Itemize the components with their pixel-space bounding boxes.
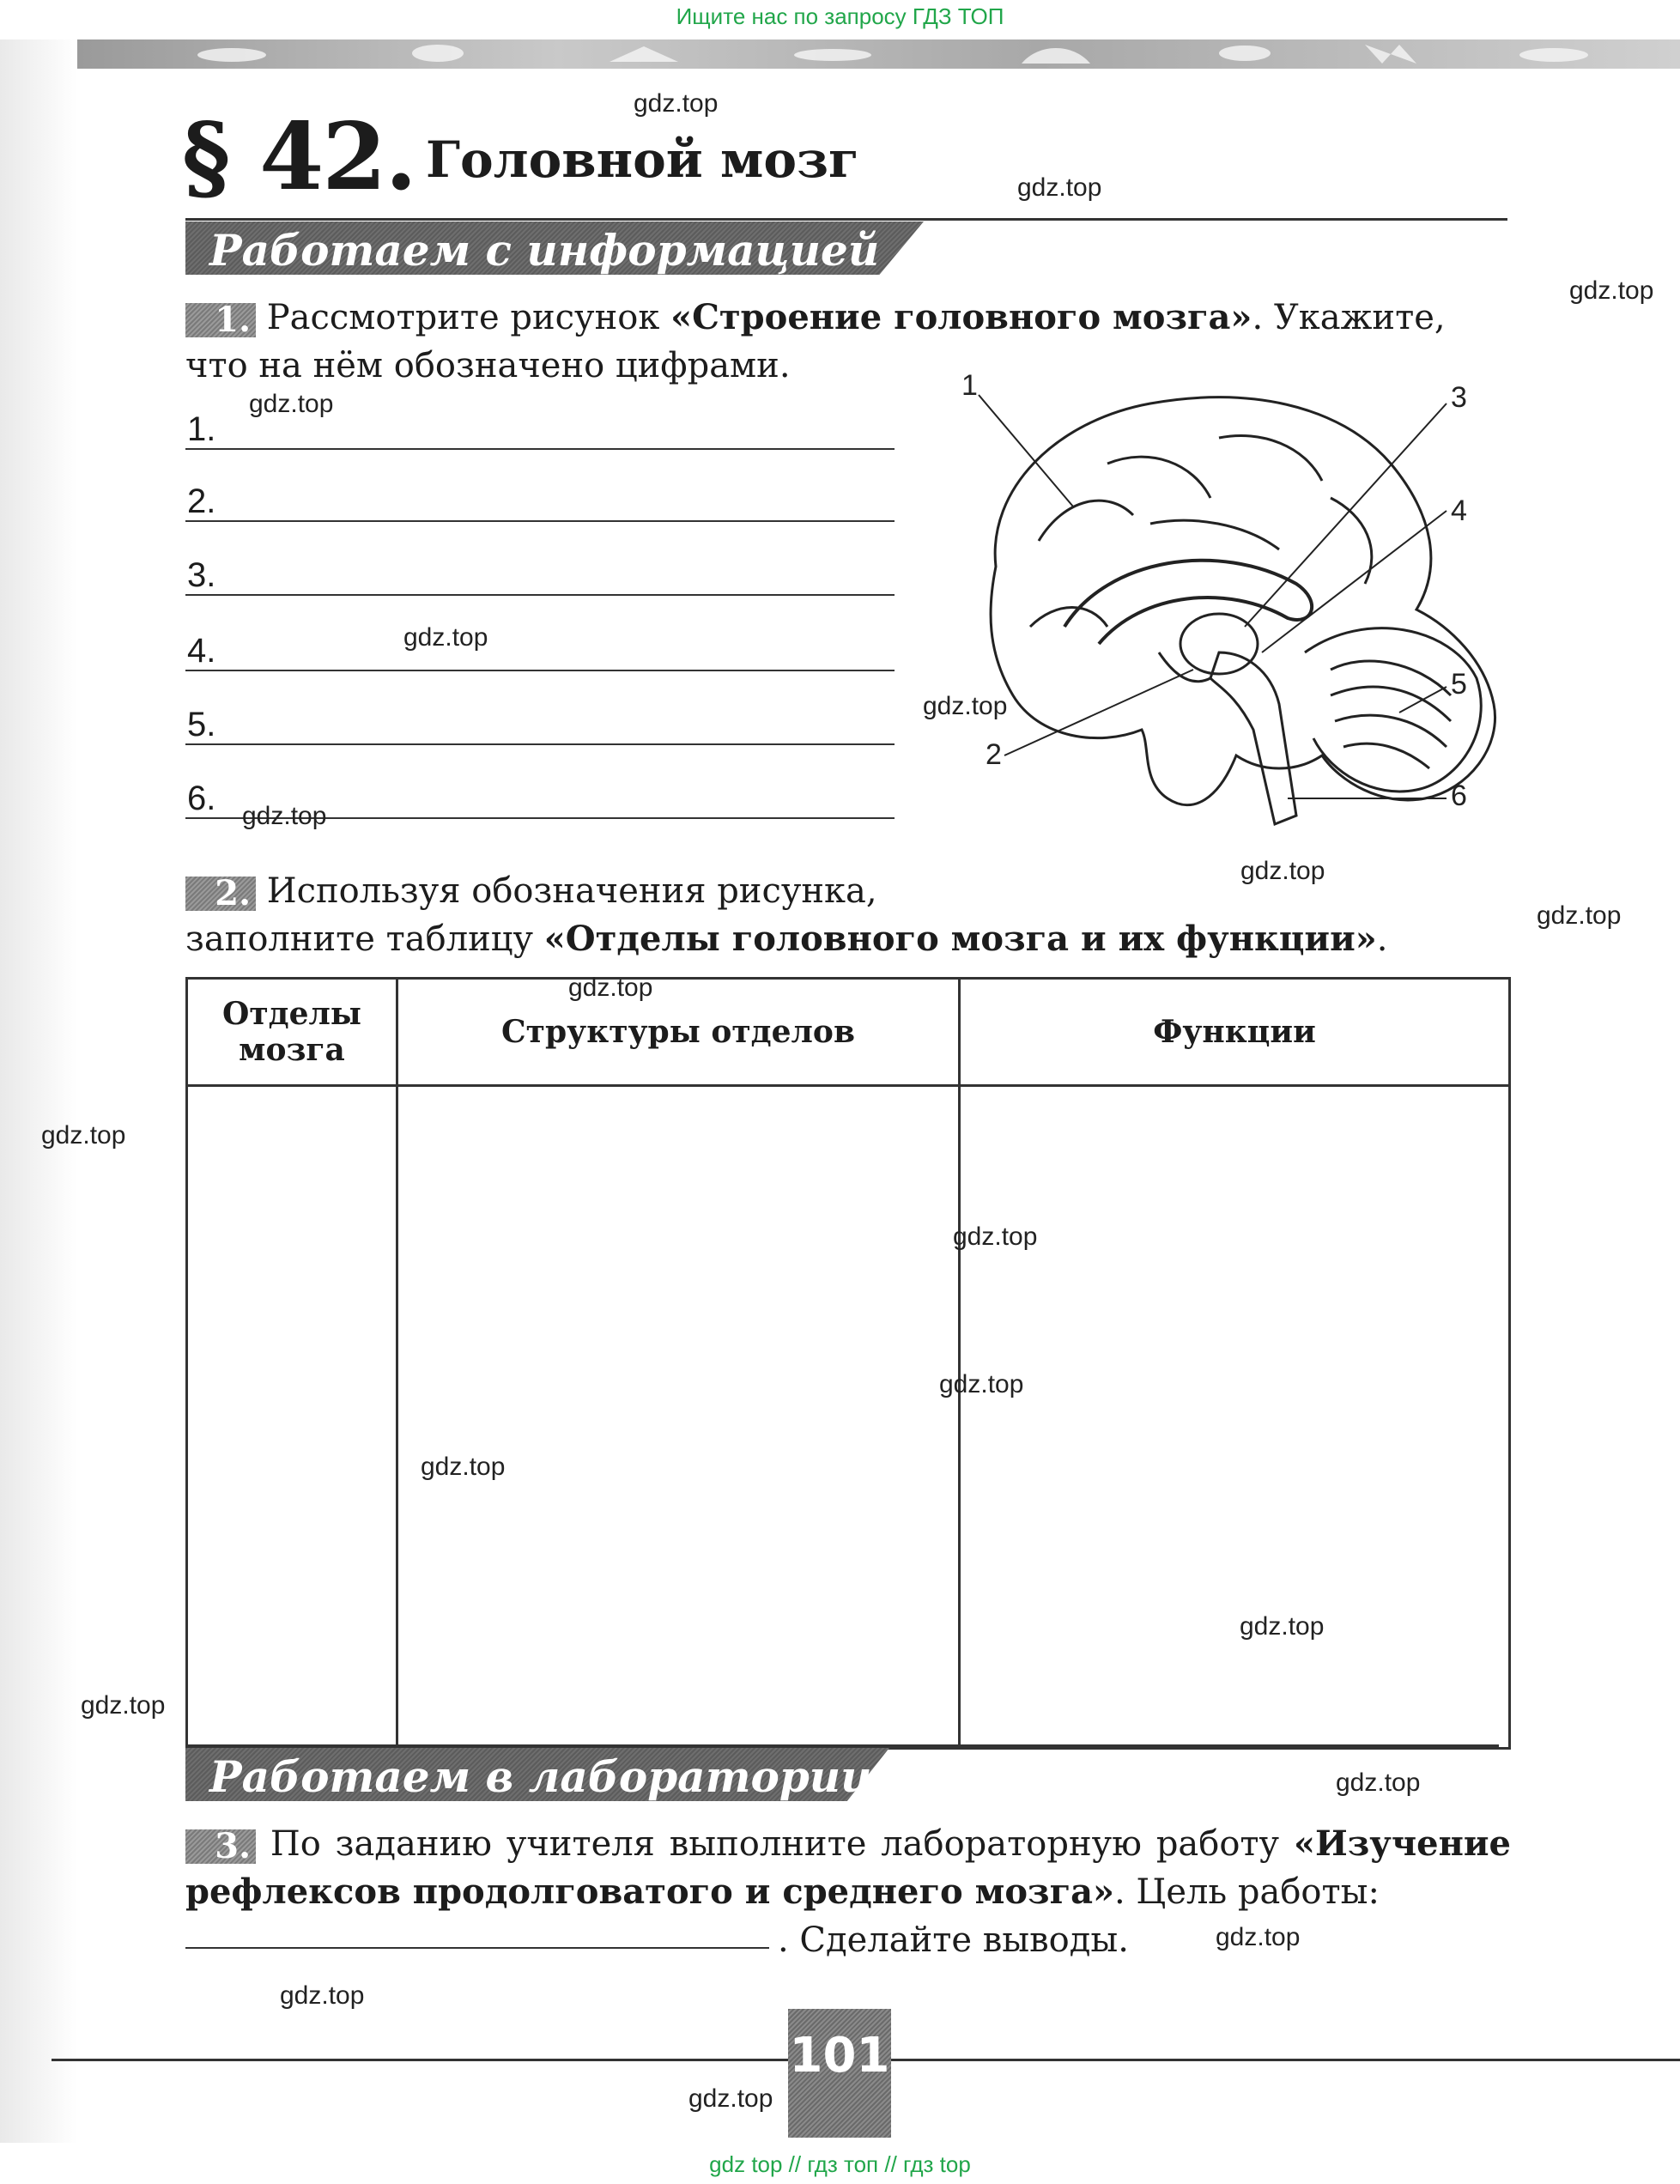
section-banner-laboratory: [185, 1748, 889, 1801]
page-number: 101: [789, 2028, 890, 2084]
task-text: заполните таблицу: [185, 919, 544, 959]
answer-line-2[interactable]: [185, 520, 895, 522]
task-text: Используя обозначения рисунка,: [266, 871, 877, 911]
brain-structure-figure: [936, 369, 1537, 884]
section-banner-information: [185, 221, 924, 275]
task-lab-title: «Изучение рефлексов продолговатого и среднего мозга»: [185, 1823, 1511, 1912]
watermark: gdz.top: [242, 802, 327, 830]
paragraph-number: § 42.: [182, 103, 415, 211]
watermark: gdz.top: [1537, 901, 1622, 930]
task-number-badge: 2.: [185, 877, 256, 911]
paragraph-title: Головной мозг: [426, 130, 859, 189]
answer-line-3[interactable]: [185, 594, 895, 596]
task-number-badge: 3.: [185, 1829, 256, 1864]
answer-label-6: 6.: [187, 780, 216, 817]
answer-label-3: 3.: [187, 556, 216, 594]
table-cell-functions[interactable]: [960, 1086, 1510, 1749]
figure-callout-2: 2: [986, 738, 1002, 771]
task-text: По заданию учителя выполните лабораторную работу: [270, 1824, 1294, 1864]
task-number-badge: 1.: [185, 303, 256, 337]
watermark: gdz.top: [1017, 173, 1102, 202]
page-spine-shadow: [0, 39, 77, 2143]
watermark: gdz.top: [1336, 1768, 1421, 1797]
answer-label-1: 1.: [187, 410, 216, 448]
figure-callout-6: 6: [1451, 780, 1467, 812]
answer-line-1[interactable]: [185, 448, 895, 450]
table-header-structures: Структуры отделов: [397, 979, 960, 1086]
footer-links[interactable]: gdz top // гдз топ // гдз top: [709, 2151, 971, 2177]
task-text: .: [1376, 919, 1388, 959]
answer-label-5: 5.: [187, 706, 216, 743]
answer-line-5[interactable]: [185, 743, 895, 745]
task-3-conclusion: . Сделайте выводы.: [778, 1920, 1129, 1960]
task-3-text: [185, 1820, 1511, 1916]
section-rule: [185, 1744, 1499, 1747]
watermark: gdz.top: [688, 2084, 773, 2113]
watermark: gdz.top: [1240, 1612, 1325, 1641]
figure-callout-1: 1: [961, 369, 978, 402]
top-banner-link[interactable]: Ищите нас по запросу ГДЗ ТОП: [676, 3, 1004, 29]
watermark: gdz.top: [1216, 1923, 1301, 1951]
watermark: gdz.top: [953, 1222, 1038, 1251]
watermark: gdz.top: [421, 1453, 506, 1481]
table-cell-structures[interactable]: [397, 1086, 960, 1749]
section-label: Работаем с информацией: [209, 225, 880, 276]
answer-label-4: 4.: [187, 632, 216, 670]
answer-label-2: 2.: [187, 482, 216, 520]
task-table-title: «Отделы головного мозга и их функции»: [543, 919, 1377, 959]
heading-rule: [185, 218, 1507, 221]
task-figure-title: «Строение головного мозга»: [670, 297, 1252, 337]
watermark: gdz.top: [568, 974, 653, 1002]
watermark: gdz.top: [280, 1981, 365, 2010]
watermark: gdz.top: [939, 1370, 1024, 1398]
table-cell-sections[interactable]: [187, 1086, 397, 1749]
table-row: [187, 1086, 1510, 1749]
watermark: gdz.top: [81, 1691, 166, 1720]
table-header-functions: Функции: [960, 979, 1510, 1086]
task-text: Рассмотрите рисунок: [266, 298, 671, 337]
table-header-row: [187, 979, 1510, 1086]
watermark: gdz.top: [403, 623, 488, 652]
watermark: gdz.top: [634, 89, 719, 118]
animal-silhouettes-decoration: [77, 39, 1680, 69]
task-text: . Укажите, что на нём обозначено цифрами.: [185, 298, 1446, 385]
watermark: gdz.top: [41, 1121, 126, 1150]
watermark: gdz.top: [249, 390, 334, 418]
answer-line-4[interactable]: [185, 670, 895, 671]
decorative-header-strip: [77, 39, 1680, 69]
watermark: gdz.top: [1569, 276, 1654, 305]
task-text: . Цель работы:: [1114, 1872, 1380, 1912]
section-label: Работаем в лаборатории: [209, 1751, 872, 1802]
figure-callout-3: 3: [1451, 381, 1467, 414]
table-header-sections: Отделы мозга: [187, 979, 397, 1086]
figure-callout-5: 5: [1451, 668, 1467, 701]
watermark: gdz.top: [923, 692, 1008, 720]
watermark: gdz.top: [1240, 857, 1325, 885]
figure-callout-4: 4: [1451, 494, 1467, 527]
goal-answer-line[interactable]: [185, 1947, 769, 1949]
